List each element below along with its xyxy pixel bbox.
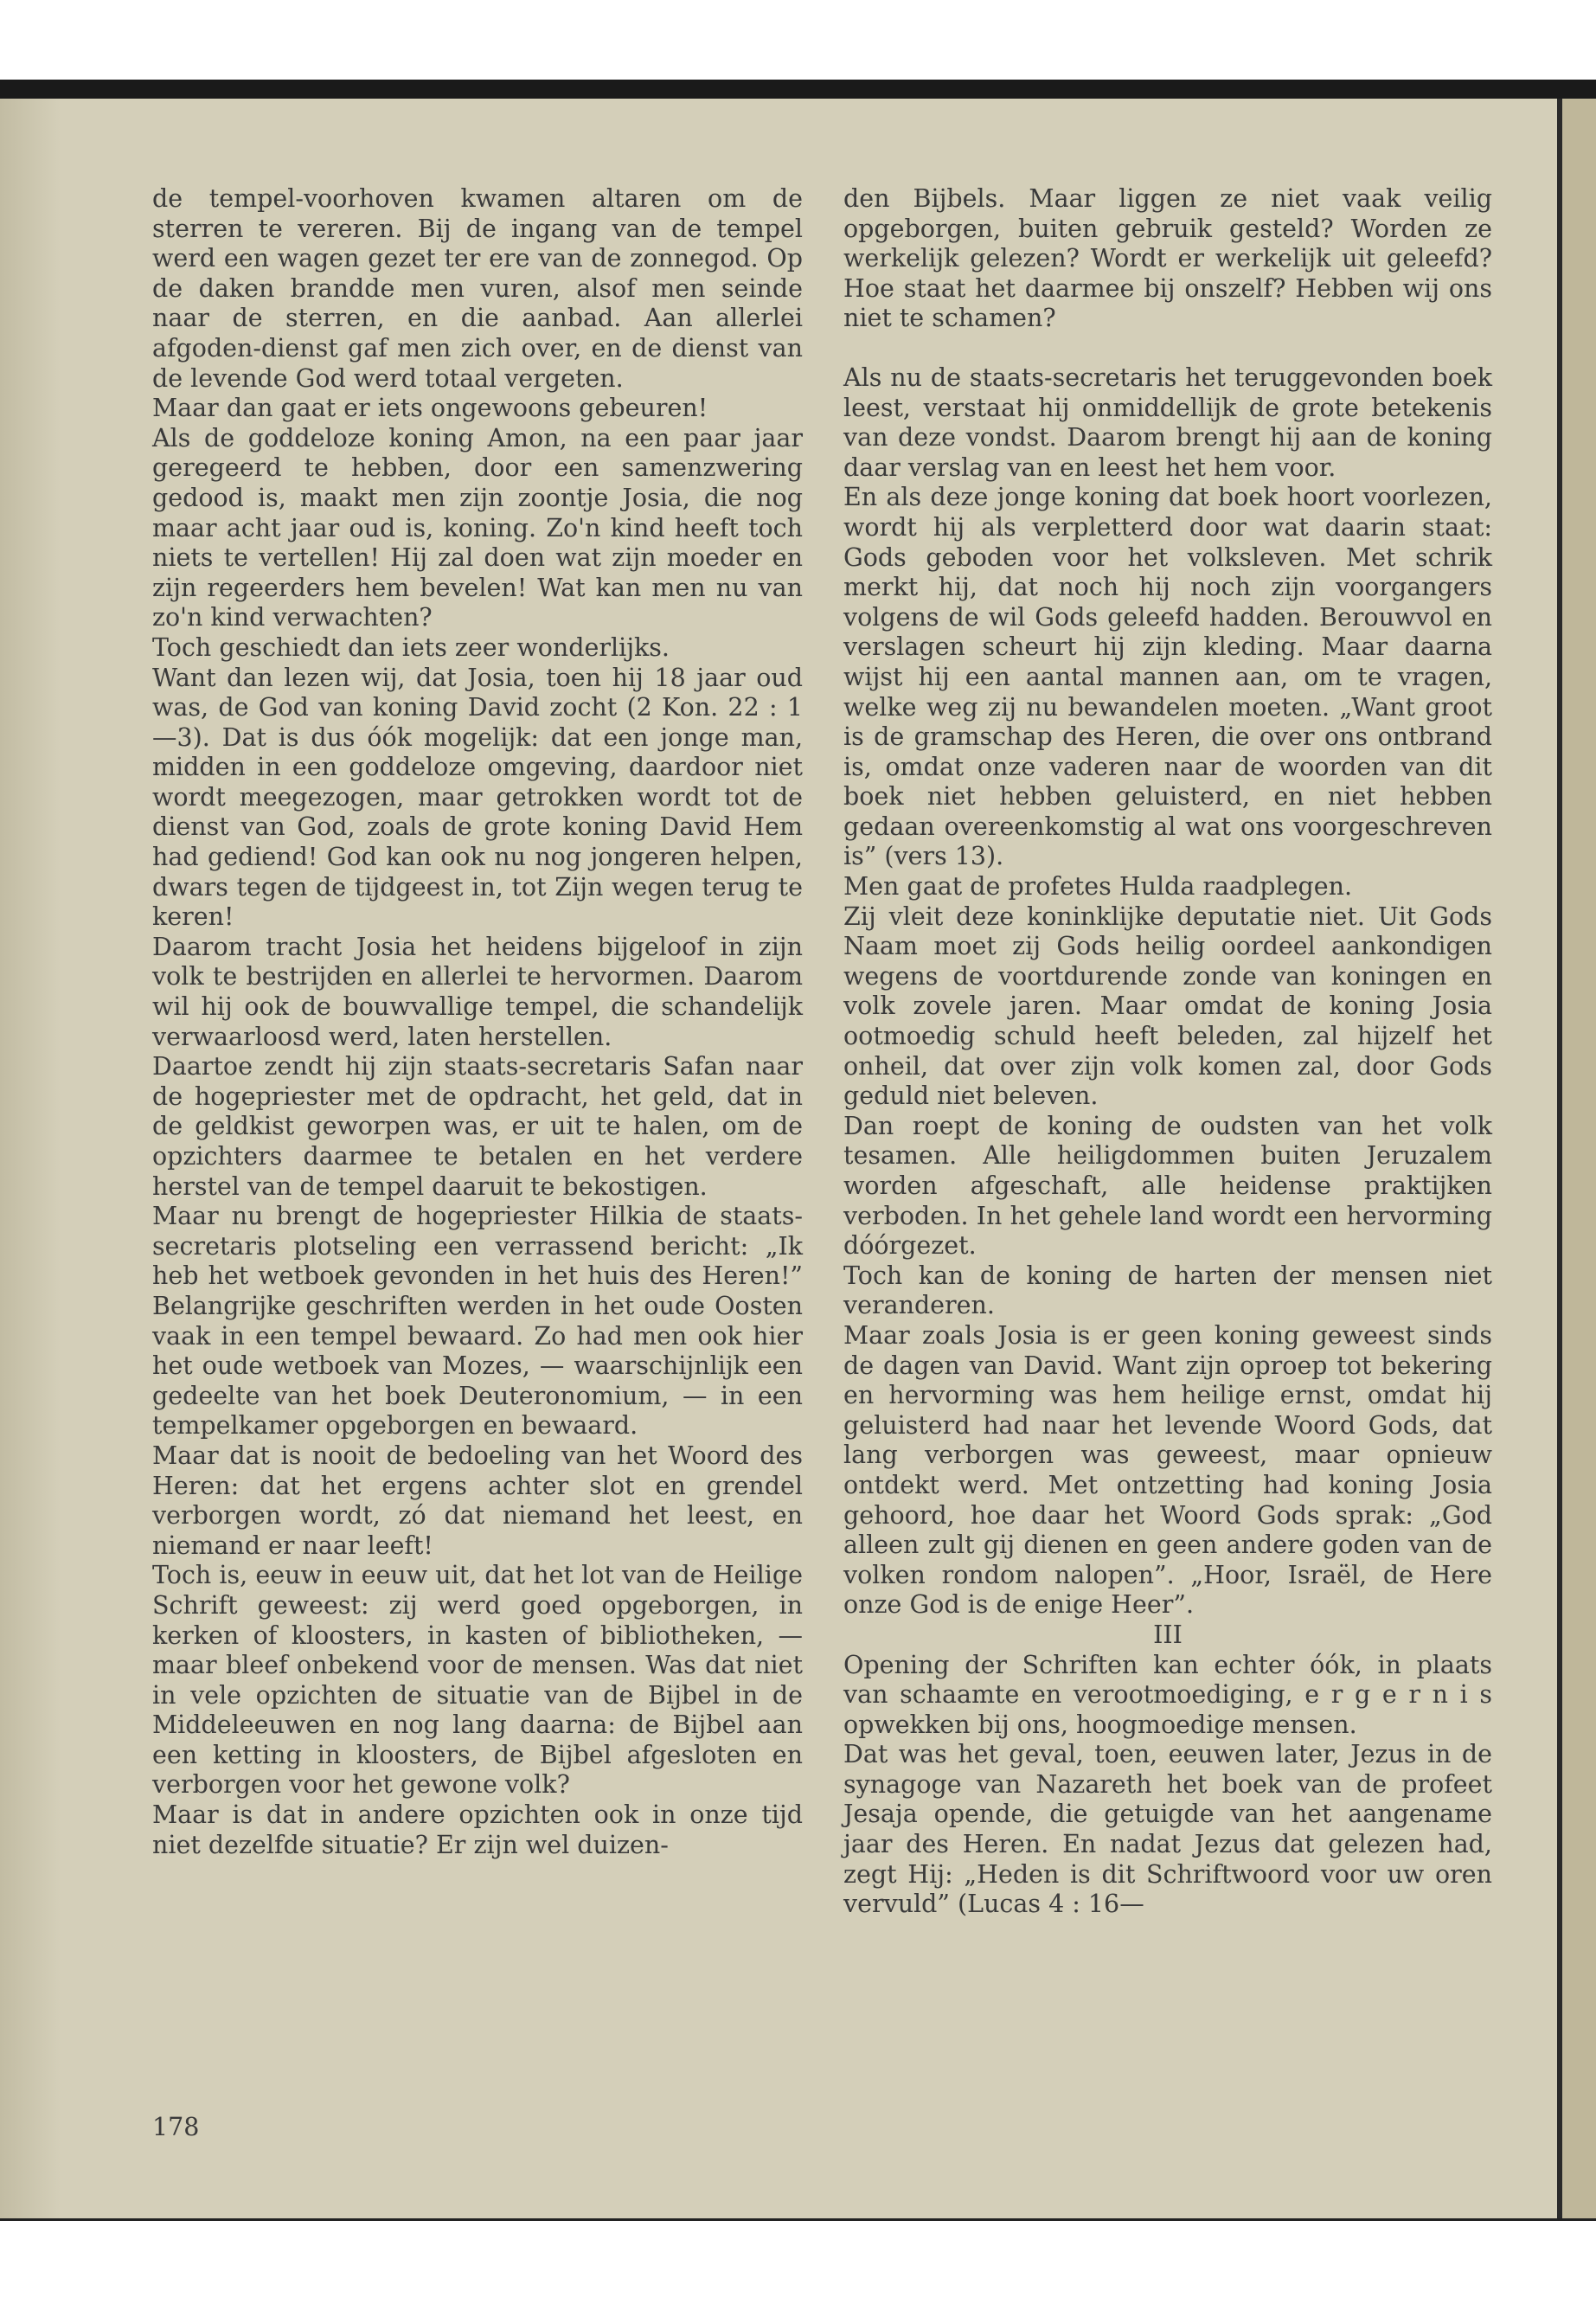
paragraph: Daarom tracht Josia het heidens bijgeloof in zijn volk te bestrijden en allerlei te hervormen. Daarom wil hij ook de bouwvallige tempel, die schandelijk verwaarloosd werd, laten herstellen. (152, 932, 803, 1051)
paragraph: Als de goddeloze koning Amon, na een paar jaar geregeerd te hebben, door een samenzwering gedood is, maakt men zijn zoontje Josia, die nog maar acht jaar oud is, koning. Zo'n kind heeft toch niets te vertellen! Hij zal doen wat zijn moeder en zijn regeerders hem bevelen! Wat kan men nu van zo'n kind verwachten? (152, 423, 803, 632)
paragraph: En als deze jonge koning dat boek hoort voorlezen, wordt hij als verpletterd door wat daarin staat: Gods geboden voor het volksleven. Met schrik merkt hij, dat noch hij noch zijn voorgangers volgens de wil Gods geleefd hadden. Berouwvol en verslagen scheurt hij zijn kleding. Maar daarna wijst hij een aantal mannen aan, om te vragen, welke weg zij nu bewandelen moeten. „Want groot is de gramschap des Heren, die over ons ontbrand is, omdat onze vaderen naar de woorden van dit boek niet hebben geluisterd, en niet hebben gedaan overeenkomstig al wat ons voorgeschreven is” (vers 13). (843, 483, 1492, 871)
paragraph: Daartoe zendt hij zijn staats-secretaris Safan naar de hogepriester met de opdracht, het geld, dat in de geldkist geworpen was, er uit te halen, om de opzichters daarmee te betalen en het verdere herstel van de tempel daaruit te bekostigen. (152, 1052, 803, 1201)
paragraph: Men gaat de profetes Hulda raadplegen. (843, 872, 1353, 902)
paragraph: Maar nu brengt de hogepriester Hilkia de staats-secretaris plotseling een verrassend bericht: „Ik heb het wetboek gevonden in het huis des Heren!” Belangrijke geschriften werden in het oude Oosten vaak in een tempel bewaard. Zo had men ook hier het oude wetboek van Mozes, — waarschijnlijk een gedeelte van het boek Deuteronomium, — in een tempelkamer opgeborgen en bewaard. (152, 1202, 803, 1441)
scan-top-margin (0, 0, 1596, 80)
paragraph: Zij vleit deze koninklijke deputatie niet. Uit Gods Naam moet zij Gods heilig oordeel aankondigen wegens de voortdurende zonde van koningen en volk zovele jaren. Maar omdat de koning Josia ootmoedig schuld heeft beleden, zal hijzelf het onheil, dat over zijn volk komen zal, door Gods geduld niet beleven. (843, 902, 1492, 1111)
right-column (843, 184, 1492, 1920)
paragraph: Toch kan de koning de harten der mensen niet veranderen. (843, 1261, 1492, 1320)
paragraph-gap (843, 334, 1492, 363)
paragraph: Opening der Schriften kan echter óók, in plaats van schaamte en verootmoediging, e r g e r n i s opwekken bij ons, hoogmoedige mensen. (843, 1650, 1492, 1739)
section-heading: III (1153, 1620, 1183, 1649)
paragraph: Toch is, eeuw in eeuw uit, dat het lot van de Heilige Schrift geweest: zij werd goed opgeborgen, in kerken of kloosters, in kasten of bibliotheken, — maar bleef onbekend voor de mensen. Was dat niet in vele opzichten de situatie van de Bijbel in de Middeleeuwen en nog lang daarna: de Bijbel aan een ketting in kloosters, de Bijbel afgesloten en verborgen voor het gewone volk? (152, 1561, 803, 1800)
scan-top-border (0, 80, 1596, 99)
paragraph: Want dan lezen wij, dat Josia, toen hij 18 jaar oud was, de God van koning David zocht (2 Kon. 22 : 1—3). Dat is dus óók mogelijk: dat een jonge man, midden in een goddeloze omgeving, daardoor niet wordt meegezogen, maar getrokken wordt tot de dienst van God, zoals de grote koning David Hem had gediend! God kan ook nu nog jongeren helpen, dwars tegen de tijdgeest in, tot Zijn wegen terug te keren! (152, 663, 803, 932)
paragraph: Maar is dat in andere opzichten ook in onze tijd niet dezelfde situatie? Er zijn wel duizen- (152, 1800, 803, 1859)
paragraph: Maar dan gaat er iets ongewoons gebeuren! (152, 394, 708, 423)
adjacent-page-edge (1562, 99, 1596, 2218)
paragraph: Maar dat is nooit de bedoeling van het Woord des Heren: dat het ergens achter slot en grendel verborgen wordt, zó dat niemand het leest, en niemand er naar leeft! (152, 1441, 803, 1560)
paragraph: Toch geschiedt dan iets zeer wonderlijks. (152, 632, 670, 662)
page-number: 178 (152, 2113, 200, 2141)
paragraph: Als nu de staats-secretaris het teruggevonden boek leest, verstaat hij onmiddellijk de grote betekenis van deze vondst. Daarom brengt hij aan de koning daar verslag van en leest het hem voor. (843, 363, 1492, 482)
paragraph: de tempel-voorhoven kwamen altaren om de sterren te vereren. Bij de ingang van de tempel werd een wagen gezet ter ere van de zonnegod. Op de daken brandde men vuren, alsof men seinde naar de sterren, en die aanbad. Aan allerlei afgoden-dienst gaf men zich over, en de dienst van de levende God werd totaal vergeten. (152, 184, 803, 393)
paragraph: Dat was het geval, toen, eeuwen later, Jezus in de synagoge van Nazareth het boek van de profeet Jesaja opende, die getuigde van het aangename jaar des Heren. En nadat Jezus dat gelezen had, zegt Hij: „Heden is dit Schriftwoord voor uw oren vervuld” (Lucas 4 : 16— (843, 1740, 1492, 1919)
page-gutter-shadow (0, 99, 61, 2218)
scan-bottom-margin (0, 2218, 1596, 2304)
paragraph: Dan roept de koning de oudsten van het volk tesamen. Alle heiligdommen buiten Jeruzalem worden afgeschaft, alle heidense praktijken verboden. In het gehele land wordt een hervorming dóórgezet. (843, 1111, 1492, 1261)
paragraph: Maar zoals Josia is er geen koning geweest sinds de dagen van David. Want zijn oproep tot bekering en hervorming was hem heilige ernst, omdat hij geluisterd had naar het levende Woord Gods, dat lang verborgen was geweest, maar opnieuw ontdekt werd. Met ontzetting had koning Josia gehoord, hoe daar het Woord Gods sprak: „God alleen zult gij dienen en geen andere goden van de volken rondom nalopen”. „Hoor, Israël, de Here onze God is de enige Heer”. (843, 1320, 1492, 1620)
left-column (152, 184, 803, 1860)
paragraph: den Bijbels. Maar liggen ze niet vaak veilig opgeborgen, buiten gebruik gesteld? Worden ze werkelijk gelezen? Wordt er werkelijk uit geleefd? Hoe staat het daarmee bij onszelf? Hebben wij ons niet te schamen? (843, 184, 1492, 333)
